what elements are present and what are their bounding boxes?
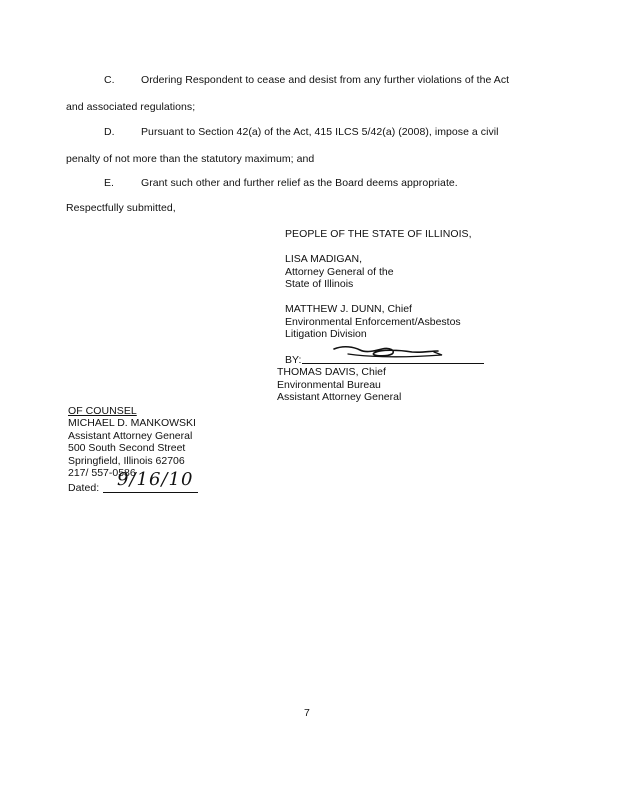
signer-line-2: Environmental Bureau bbox=[277, 378, 381, 391]
party-name: PEOPLE OF THE STATE OF ILLINOIS, bbox=[285, 228, 472, 240]
ag-line-1: LISA MADIGAN, bbox=[285, 253, 363, 265]
page-number: 7 bbox=[304, 707, 310, 719]
division-line-3: Litigation Division bbox=[285, 328, 367, 340]
of-counsel-heading: OF COUNSEL bbox=[68, 405, 137, 417]
closing-text: Respectfully submitted, bbox=[66, 202, 176, 214]
ag-line-2: Attorney General of the bbox=[285, 265, 394, 278]
counsel-line-5: 217/ 557-0586 bbox=[68, 467, 136, 479]
paragraph-c-letter: C. bbox=[104, 74, 115, 86]
signer-block bbox=[277, 366, 401, 404]
paragraph-d-letter: D. bbox=[104, 126, 115, 138]
division-block bbox=[285, 303, 461, 341]
signer-line-3: Assistant Attorney General bbox=[277, 391, 402, 403]
division-line-1: MATTHEW J. DUNN, Chief bbox=[285, 303, 412, 315]
by-label: BY: bbox=[285, 354, 302, 366]
paragraph-c-line-1: Ordering Respondent to cease and desist from any further violations of the Act bbox=[141, 74, 510, 86]
handwritten-signature bbox=[330, 341, 450, 363]
handwritten-date: 9/16/10 bbox=[117, 469, 194, 490]
counsel-line-3: 500 South Second Street bbox=[68, 442, 186, 454]
dated-label: Dated: bbox=[68, 482, 100, 494]
paragraph-d-line-2: penalty of not more than the statutory maximum; and bbox=[66, 153, 315, 165]
signer-line-1: THOMAS DAVIS, Chief bbox=[277, 366, 386, 378]
counsel-line-4: Springfield, Illinois 62706 bbox=[68, 454, 185, 467]
division-line-2: Environmental Enforcement/Asbestos bbox=[285, 315, 461, 328]
paragraph-e-line-1: Grant such other and further relief as the Board deems appropriate. bbox=[141, 177, 458, 189]
counsel-line-1: MICHAEL D. MANKOWSKI bbox=[68, 417, 196, 429]
paragraph-e-letter: E. bbox=[104, 177, 114, 189]
ag-line-3: State of Illinois bbox=[285, 278, 354, 290]
paragraph-d-line-1: Pursuant to Section 42(a) of the Act, 415 ILCS 5/42(a) (2008), impose a civil bbox=[141, 126, 499, 138]
attorney-general-block bbox=[285, 253, 394, 291]
counsel-line-2: Assistant Attorney General bbox=[68, 429, 193, 442]
paragraph-c-line-2: and associated regulations; bbox=[66, 101, 196, 113]
